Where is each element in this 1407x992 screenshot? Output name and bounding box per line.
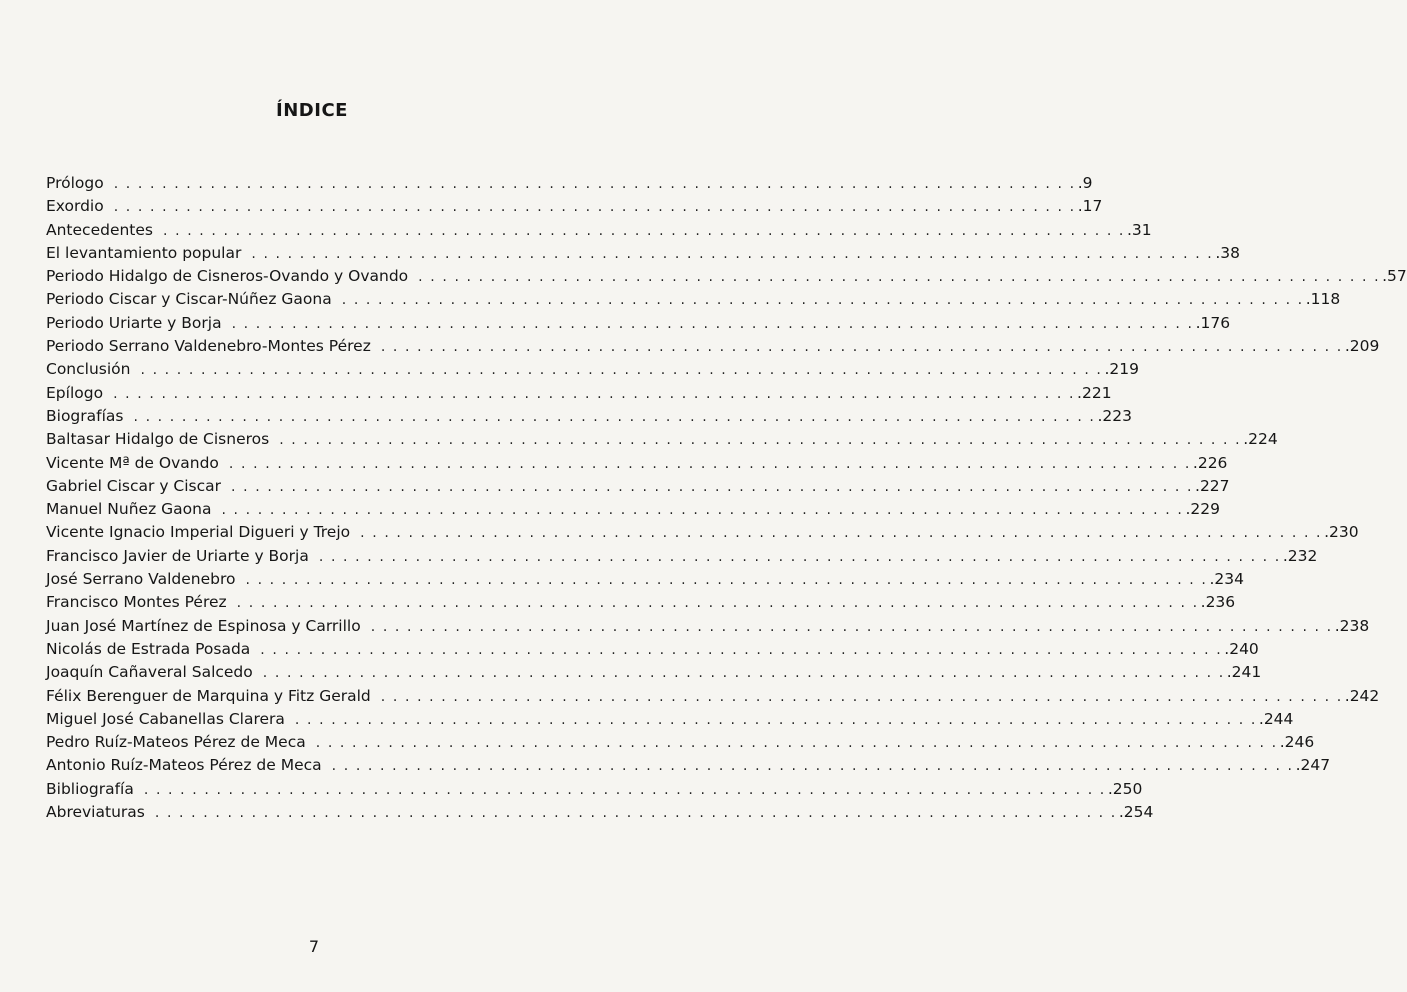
toc-entry-page: .240: [1224, 639, 1259, 658]
toc-entry: [46, 521, 1359, 544]
toc-entry: [46, 219, 1152, 242]
toc-entry-page: .238: [1334, 616, 1370, 635]
toc-dot-leader: . . . . . . . . . . . . . . . . . . . . . . . . . . . . . . . . . . . . . . . . . . . . . . . . . . . . . . . . . . . . . . . . . . . . . . . . . . . . . . . .: [154, 805, 1117, 822]
toc-dot-leader: . . . . . . . . . . . . . . . . . . . . . . . . . . . . . . . . . . . . . . . . . . . . . . . . . . . . . . . . . . . . . . . . . . . . . . . . . . . . . . . .: [221, 502, 1184, 519]
toc-dot-leader: . . . . . . . . . . . . . . . . . . . . . . . . . . . . . . . . . . . . . . . . . . . . . . . . . . . . . . . . . . . . . . . . . . . . . . . . . . . . . . . .: [380, 339, 1343, 356]
toc-entry: [46, 685, 1380, 708]
toc-dot-leader: . . . . . . . . . . . . . . . . . . . . . . . . . . . . . . . . . . . . . . . . . . . . . . . . . . . . . . . . . . . . . . . . . . . . . . . . . . . . . . . .: [380, 688, 1343, 705]
toc-entry-label: Periodo Hidalgo de Cisneros-Ovando y Ovando: [46, 267, 409, 286]
toc-entry: [46, 638, 1259, 661]
toc-entry: [46, 172, 1093, 195]
toc-entry-label: Miguel José Cabanellas Clarera: [46, 709, 285, 728]
toc-entry: [46, 498, 1220, 521]
toc-entry-label: El levantamiento popular: [46, 243, 242, 262]
toc-entry-page: .209: [1344, 337, 1380, 356]
toc-entry-page: .229: [1185, 500, 1220, 519]
toc-dot-leader: . . . . . . . . . . . . . . . . . . . . . . . . . . . . . . . . . . . . . . . . . . . . . . . . . . . . . . . . . . . . . . . . . . . . . . . . . . . . . . . .: [140, 362, 1103, 379]
toc-entry: [46, 778, 1143, 801]
toc-entry-page: .250: [1107, 779, 1143, 798]
toc-dot-leader: . . . . . . . . . . . . . . . . . . . . . . . . . . . . . . . . . . . . . . . . . . . . . . . . . . . . . . . . . . . . . . . . . . . . . . . . . . . . . . . .: [231, 315, 1194, 332]
toc-entry-label: Antecedentes: [46, 220, 153, 239]
toc-dot-leader: . . . . . . . . . . . . . . . . . . . . . . . . . . . . . . . . . . . . . . . . . . . . . . . . . . . . . . . . . . . . . . . . . . . . . . . . . . . . . . . .: [262, 665, 1225, 682]
toc-entry: [46, 661, 1262, 684]
toc-entry-page: .118: [1305, 290, 1341, 309]
toc-entry-label: Periodo Ciscar y Ciscar-Núñez Gaona: [46, 290, 332, 309]
toc-entry-label: Francisco Javier de Uriarte y Borja: [46, 546, 309, 565]
toc-entry: [46, 382, 1112, 405]
toc-entry-label: Bibliografía: [46, 779, 134, 798]
toc-entry-label: Manuel Nuñez Gaona: [46, 500, 212, 519]
toc-dot-leader: . . . . . . . . . . . . . . . . . . . . . . . . . . . . . . . . . . . . . . . . . . . . . . . . . . . . . . . . . . . . . . . . . . . . . . . . . . . . . . . .: [113, 176, 1076, 192]
toc-dot-leader: . . . . . . . . . . . . . . . . . . . . . . . . . . . . . . . . . . . . . . . . . . . . . . . . . . . . . . . . . . . . . . . . . . . . . . . . . . . . . . . .: [294, 711, 1257, 728]
toc-entry-page: .230: [1324, 523, 1359, 542]
toc-entry-label: Periodo Uriarte y Borja: [46, 313, 222, 332]
toc-dot-leader: . . . . . . . . . . . . . . . . . . . . . . . . . . . . . . . . . . . . . . . . . . . . . . . . . . . . . . . . . . . . . . . . . . . . . . . . . . . . . . . .: [360, 525, 1323, 542]
toc-entry-label: Pedro Ruíz-Mateos Pérez de Meca: [46, 733, 306, 752]
toc-entry-label: Prólogo: [46, 174, 104, 192]
toc-entry: [46, 452, 1228, 475]
toc-entry-label: Biografías: [46, 406, 124, 425]
toc-dot-leader: . . . . . . . . . . . . . . . . . . . . . . . . . . . . . . . . . . . . . . . . . . . . . . . . . . . . . . . . . . . . . . . . . . . . . . . . . . . . . . . .: [341, 292, 1304, 309]
toc-dot-leader: . . . . . . . . . . . . . . . . . . . . . . . . . . . . . . . . . . . . . . . . . . . . . . . . . . . . . . . . . . . . . . . . . . . . . . . . . . . . . . . .: [236, 595, 1199, 612]
toc-dot-leader: . . . . . . . . . . . . . . . . . . . . . . . . . . . . . . . . . . . . . . . . . . . . . . . . . . . . . . . . . . . . . . . . . . . . . . . . . . . . . . . .: [279, 432, 1242, 449]
toc-entry-page: .17: [1077, 197, 1103, 216]
toc-entry: [46, 358, 1139, 381]
toc-dot-leader: . . . . . . . . . . . . . . . . . . . . . . . . . . . . . . . . . . . . . . . . . . . . . . . . . . . . . . . . . . . . . . . . . . . . . . . . . . . . . . . .: [370, 618, 1333, 635]
toc-entry-label: Juan José Martínez de Espinosa y Carrillo: [46, 616, 361, 635]
toc-entry-label: Periodo Serrano Valdenebro-Montes Pérez: [46, 337, 371, 356]
toc-entry: [46, 754, 1331, 777]
toc-entry: [46, 591, 1236, 614]
toc-entry-page: .226: [1192, 453, 1228, 472]
page-title: ÍNDICE: [276, 100, 348, 121]
toc-dot-leader: . . . . . . . . . . . . . . . . . . . . . . . . . . . . . . . . . . . . . . . . . . . . . . . . . . . . . . . . . . . . . . . . . . . . . . . . . . . . . . . .: [260, 641, 1223, 658]
toc-entry-label: Gabriel Ciscar y Ciscar: [46, 476, 222, 495]
toc-entry: [46, 405, 1132, 428]
page-number: 7: [308, 937, 320, 956]
toc-entry-label: Félix Berenguer de Marquina y Fitz Gerald: [46, 686, 371, 705]
toc-entry: [46, 801, 1154, 824]
toc-entry-label: Nicolás de Estrada Posada: [46, 639, 251, 658]
toc-entry-page: .241: [1226, 663, 1262, 682]
toc-entry-page: .236: [1200, 593, 1236, 612]
toc-entry: [46, 312, 1231, 335]
toc-dot-leader: . . . . . . . . . . . . . . . . . . . . . . . . . . . . . . . . . . . . . . . . . . . . . . . . . . . . . . . . . . . . . . . . . . . . . . . . . . . . . . . .: [113, 199, 1076, 216]
toc-entry-page: .224: [1243, 430, 1278, 449]
toc-dot-leader: . . . . . . . . . . . . . . . . . . . . . . . . . . . . . . . . . . . . . . . . . . . . . . . . . . . . . . . . . . . . . . . . . . . . . . . . . . . . . . . .: [418, 269, 1381, 286]
toc-entry-label: Antonio Ruíz-Mateos Pérez de Meca: [46, 756, 322, 775]
toc-entry-label: Conclusión: [46, 360, 131, 379]
toc-entry-page: .244: [1258, 709, 1294, 728]
toc-dot-leader: . . . . . . . . . . . . . . . . . . . . . . . . . . . . . . . . . . . . . . . . . . . . . . . . . . . . . . . . . . . . . . . . . . . . . . . . . . . . . . . .: [331, 758, 1294, 775]
toc-entry-label: Joaquín Cañaveral Salcedo: [46, 663, 253, 682]
toc-entry-page: .247: [1295, 756, 1331, 775]
toc-entry: [46, 428, 1278, 451]
toc-entry-label: Exordio: [46, 197, 104, 216]
toc-entry: [46, 475, 1230, 498]
toc-dot-leader: . . . . . . . . . . . . . . . . . . . . . . . . . . . . . . . . . . . . . . . . . . . . . . . . . . . . . . . . . . . . . . . . . . . . . . . . . . . . . . . .: [245, 572, 1208, 589]
toc-entry-label: Epílogo: [46, 383, 104, 402]
toc-entry: [46, 265, 1407, 288]
toc-entry-page: .221: [1077, 383, 1112, 402]
toc-entry: [46, 708, 1294, 731]
toc-entry-label: José Serrano Valdenebro: [46, 570, 236, 589]
toc-dot-leader: . . . . . . . . . . . . . . . . . . . . . . . . . . . . . . . . . . . . . . . . . . . . . . . . . . . . . . . . . . . . . . . . . . . . . . . . . . . . . . . .: [318, 548, 1281, 565]
toc-entry-page: .57: [1382, 267, 1407, 286]
toc-entry: [46, 195, 1103, 218]
toc-entry: [46, 615, 1370, 638]
toc-entry: [46, 545, 1318, 568]
toc-entry-label: Baltasar Hidalgo de Cisneros: [46, 430, 270, 449]
toc-dot-leader: . . . . . . . . . . . . . . . . . . . . . . . . . . . . . . . . . . . . . . . . . . . . . . . . . . . . . . . . . . . . . . . . . . . . . . . . . . . . . . . .: [251, 245, 1214, 262]
toc-dot-leader: . . . . . . . . . . . . . . . . . . . . . . . . . . . . . . . . . . . . . . . . . . . . . . . . . . . . . . . . . . . . . . . . . . . . . . . . . . . . . . . .: [133, 408, 1096, 425]
toc-entry-label: Vicente Mª de Ovando: [46, 453, 219, 472]
toc-dot-leader: . . . . . . . . . . . . . . . . . . . . . . . . . . . . . . . . . . . . . . . . . . . . . . . . . . . . . . . . . . . . . . . . . . . . . . . . . . . . . . . .: [143, 781, 1106, 798]
toc-entry: [46, 288, 1341, 311]
toc-dot-leader: . . . . . . . . . . . . . . . . . . . . . . . . . . . . . . . . . . . . . . . . . . . . . . . . . . . . . . . . . . . . . . . . . . . . . . . . . . . . . . . .: [113, 385, 1076, 402]
toc-entry-page: .31: [1126, 220, 1152, 239]
toc-entry: [46, 568, 1244, 591]
toc-entry-page: .246: [1279, 733, 1315, 752]
toc-entry: [46, 731, 1315, 754]
toc-entry-page: .223: [1097, 406, 1132, 425]
toc-entry: [46, 335, 1380, 358]
toc-entry-label: Francisco Montes Pérez: [46, 593, 227, 612]
toc-dot-leader: . . . . . . . . . . . . . . . . . . . . . . . . . . . . . . . . . . . . . . . . . . . . . . . . . . . . . . . . . . . . . . . . . . . . . . . . . . . . . . . .: [228, 455, 1191, 472]
toc-entry-page: .9: [1077, 174, 1093, 192]
toc-entry-page: .176: [1195, 313, 1231, 332]
toc-entry-page: .234: [1209, 570, 1244, 589]
toc-entry-page: .232: [1282, 546, 1318, 565]
toc-entry: [46, 242, 1240, 265]
toc-entry-page: .219: [1104, 360, 1139, 379]
toc-dot-leader: . . . . . . . . . . . . . . . . . . . . . . . . . . . . . . . . . . . . . . . . . . . . . . . . . . . . . . . . . . . . . . . . . . . . . . . . . . . . . . . .: [163, 222, 1125, 239]
toc-dot-leader: . . . . . . . . . . . . . . . . . . . . . . . . . . . . . . . . . . . . . . . . . . . . . . . . . . . . . . . . . . . . . . . . . . . . . . . . . . . . . . . .: [231, 478, 1194, 495]
toc-entry-page: .254: [1118, 803, 1154, 822]
toc-entry-page: .242: [1344, 686, 1380, 705]
table-of-contents: [46, 172, 1407, 824]
toc-entry-page: .227: [1195, 476, 1230, 495]
toc-entry-page: .38: [1215, 243, 1240, 262]
toc-entry-label: Abreviaturas: [46, 803, 145, 822]
toc-dot-leader: . . . . . . . . . . . . . . . . . . . . . . . . . . . . . . . . . . . . . . . . . . . . . . . . . . . . . . . . . . . . . . . . . . . . . . . . . . . . . . . .: [315, 735, 1278, 752]
toc-entry-label: Vicente Ignacio Imperial Digueri y Trejo: [46, 523, 351, 542]
